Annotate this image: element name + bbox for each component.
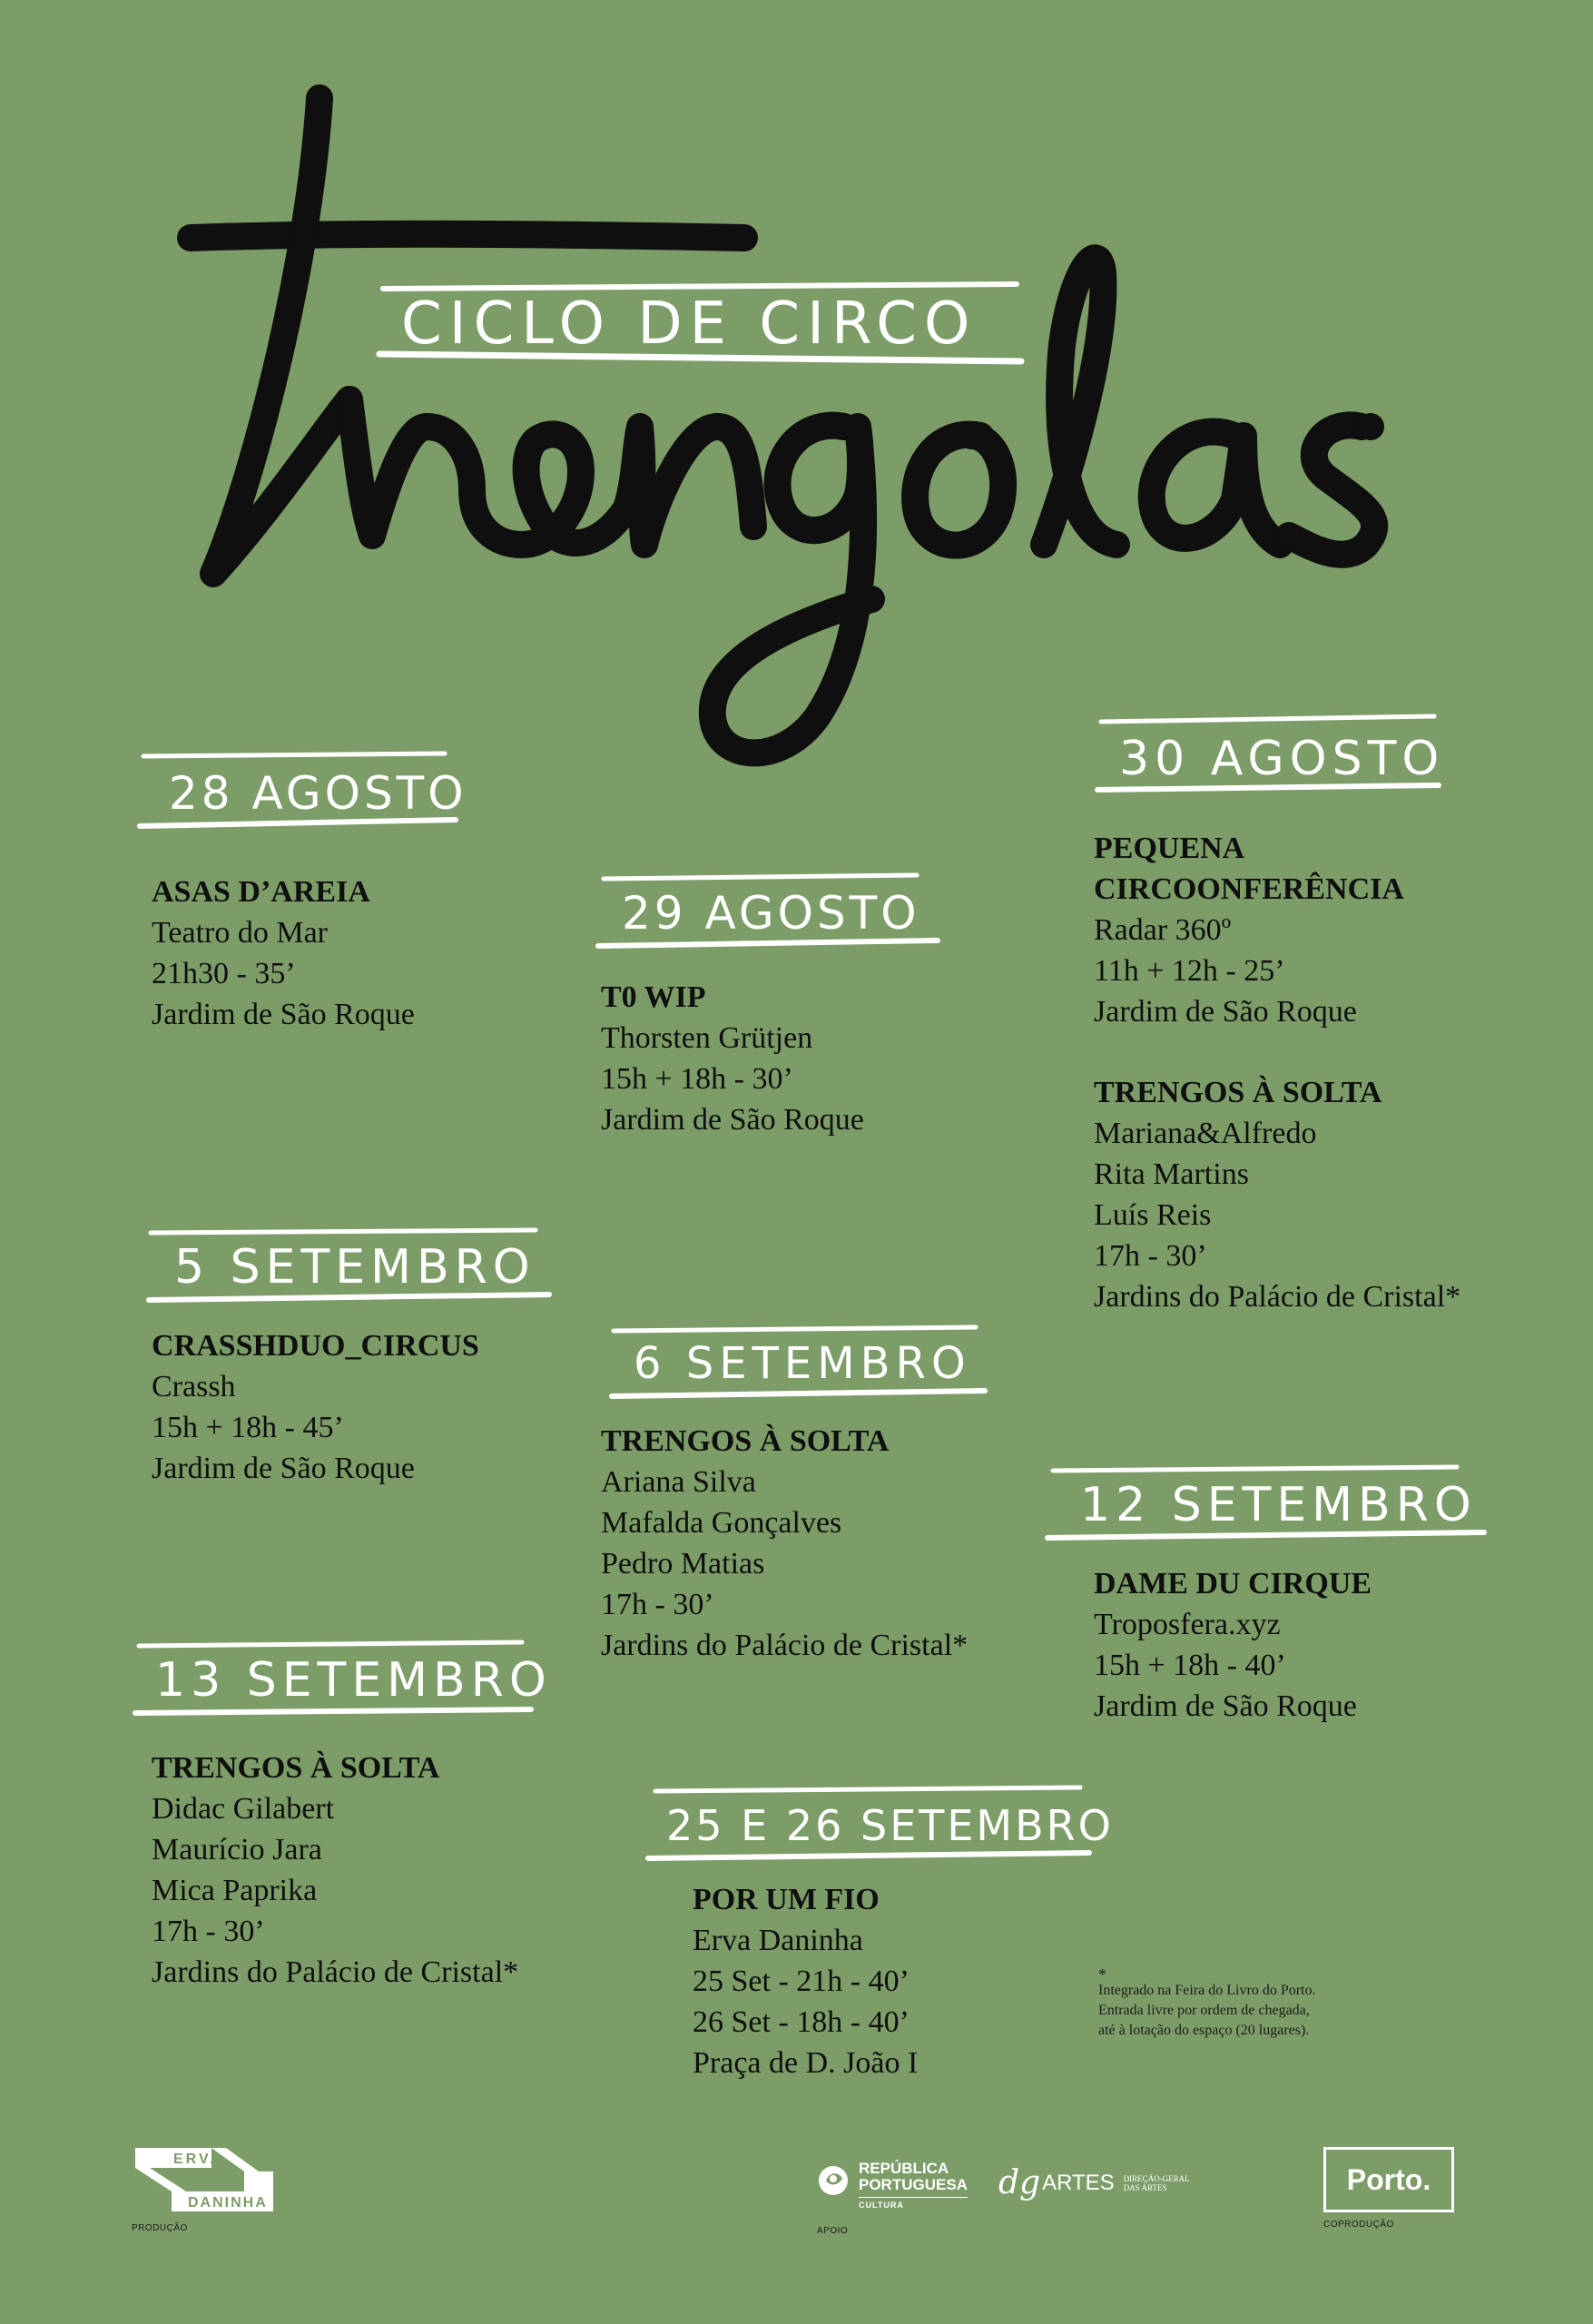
event-title: PEQUENA	[1094, 832, 1245, 865]
events-28-agosto	[152, 872, 415, 1075]
event	[152, 872, 415, 1035]
footnote-line: até à lotação do espaço (20 lugares).	[1098, 2023, 1310, 2038]
event-title: TRENGOS À SOLTA	[152, 1751, 440, 1785]
event-title: ASAS D’AREIA	[152, 875, 370, 909]
event-company: Erva Daninha	[693, 1924, 863, 1957]
event	[601, 1421, 968, 1666]
event	[1094, 828, 1460, 1032]
date-label: 30 AGOSTO	[1119, 732, 1445, 786]
event	[693, 1879, 918, 2083]
event-venue: Jardins do Palácio de Cristal*	[152, 1955, 519, 1989]
dgartes-mark: dg	[998, 2164, 1041, 2201]
event-time: 15h + 18h - 45’	[152, 1411, 344, 1444]
producao-caption: PRODUÇÃO	[132, 2223, 188, 2233]
event-time: 21h30 - 35’	[152, 957, 296, 990]
event	[152, 1748, 518, 1993]
porto-name: Porto.	[1346, 2162, 1431, 2196]
event-time: 15h + 18h - 30’	[601, 1062, 793, 1096]
event-performer: Mafalda Gonçalves	[601, 1506, 842, 1540]
event-title: TRENGOS À SOLTA	[1094, 1076, 1382, 1109]
date-banner-25-26-setembro	[644, 1784, 1114, 1875]
event-venue: Jardim de São Roque	[152, 1452, 415, 1485]
title-lettering	[0, 0, 1593, 799]
event-time: 11h + 12h - 25’	[1094, 954, 1285, 988]
event-company: Teatro do Mar	[152, 916, 328, 950]
footnote	[1098, 1965, 1371, 2041]
event-venue: Jardins do Palácio de Cristal*	[1094, 1280, 1461, 1314]
event-venue: Jardim de São Roque	[601, 1103, 864, 1137]
event-performer: Pedro Matias	[601, 1547, 765, 1581]
event-company: Crassh	[152, 1370, 236, 1403]
events-12-setembro	[1094, 1563, 1372, 1767]
dgartes-logo	[998, 2164, 1216, 2201]
subtitle-text: CICLO DE CIRCO	[401, 290, 978, 358]
date-banner-28-agosto	[136, 749, 467, 840]
dgartes-sub1: DIREÇÃO-GERAL	[1123, 2173, 1190, 2183]
event-title: CRASSHDUO_CIRCUS	[152, 1329, 479, 1363]
footnote-star: *	[1098, 1965, 1106, 1984]
event-company: Radar 360º	[1094, 913, 1232, 947]
apoio-caption: APOIO	[817, 2226, 849, 2236]
coproducao-caption: COPRODUÇÃO	[1323, 2220, 1394, 2230]
event-performer: Didac Gilabert	[152, 1792, 335, 1826]
event	[601, 977, 864, 1140]
date-label: 6 SETEMBRO	[634, 1338, 971, 1389]
event-performer: Ariana Silva	[601, 1465, 756, 1499]
event-performer: Rita Martins	[1094, 1157, 1249, 1191]
date-banner-13-setembro	[132, 1639, 552, 1729]
event-performer: Luís Reis	[1094, 1198, 1212, 1232]
event	[1094, 1072, 1460, 1317]
date-label: 25 E 26 SETEMBRO	[666, 1801, 1114, 1850]
events-6-setembro	[601, 1421, 968, 1706]
event-title: T0 WIP	[601, 980, 706, 1014]
date-label: 28 AGOSTO	[169, 767, 467, 820]
republica-line3: CULTURA	[859, 2197, 968, 2210]
event-performer: Mariana&Alfredo	[1094, 1117, 1317, 1150]
event-title: TRENGOS À SOLTA	[601, 1424, 890, 1458]
event-time: 15h + 18h - 40’	[1094, 1649, 1286, 1682]
event-time: 17h - 30’	[601, 1588, 714, 1621]
event-time: 17h - 30’	[1094, 1239, 1207, 1273]
date-label: 5 SETEMBRO	[174, 1240, 536, 1295]
event-title: DAME DU CIRQUE	[1094, 1567, 1372, 1600]
date-banner-12-setembro	[1044, 1463, 1489, 1554]
republica-line2: PORTUGUESA	[859, 2176, 968, 2193]
event-time: 25 Set - 21h - 40’	[693, 1965, 910, 1998]
date-banner-6-setembro	[608, 1324, 989, 1414]
events-5-setembro	[152, 1325, 479, 1529]
events-30-agosto	[1094, 828, 1460, 1357]
erva-daninha-logo	[132, 2144, 286, 2233]
erva-line1: ERVA	[173, 2152, 223, 2167]
event-company: Troposfera.xyz	[1094, 1608, 1281, 1641]
event-time: 26 Set - 18h - 40’	[693, 2005, 910, 2039]
date-banner-30-agosto	[1094, 713, 1448, 803]
event-venue: Jardim de São Roque	[1094, 1689, 1357, 1723]
event-time: 17h - 30’	[152, 1915, 265, 1948]
event	[1094, 1563, 1372, 1727]
events-25-26-setembro	[693, 1879, 918, 2123]
date-label: 12 SETEMBRO	[1080, 1478, 1477, 1532]
event-performer: Maurício Jara	[152, 1833, 322, 1866]
event-performer: Mica Paprika	[152, 1874, 318, 1907]
republica-line1: REPÚBLICA	[859, 2160, 949, 2177]
republica-emblem-icon	[817, 2161, 853, 2204]
events-29-agosto	[601, 977, 864, 1180]
event-company: Thorsten Grütjen	[601, 1021, 813, 1055]
date-banner-29-agosto	[595, 872, 939, 962]
erva-line2: DANINHA	[188, 2195, 268, 2211]
footnote-line: Entrada livre por ordem de chegada,	[1098, 2003, 1310, 2018]
event-venue: Jardim de São Roque	[152, 998, 415, 1031]
porto-logo	[1323, 2147, 1461, 2230]
footnote-line: Integrado na Feira do Livro do Porto.	[1098, 1983, 1316, 1998]
date-label: 13 SETEMBRO	[155, 1653, 552, 1708]
event-venue: Praça de D. João I	[693, 2046, 919, 2080]
event	[152, 1325, 479, 1489]
dgartes-name: ARTES	[1042, 2170, 1115, 2195]
dgartes-sub2: DAS ARTES	[1123, 2182, 1167, 2192]
event-title: POR UM FIO	[693, 1883, 880, 1916]
date-banner-5-setembro	[145, 1226, 554, 1316]
event-title-line2: CIRCOONFERÊNCIA	[1094, 872, 1404, 906]
events-13-setembro	[152, 1748, 518, 2033]
date-label: 29 AGOSTO	[622, 887, 920, 940]
event-venue: Jardins do Palácio de Cristal*	[601, 1629, 969, 1662]
erva-daninha-mark	[132, 2144, 277, 2217]
event-venue: Jardim de São Roque	[1094, 995, 1357, 1029]
